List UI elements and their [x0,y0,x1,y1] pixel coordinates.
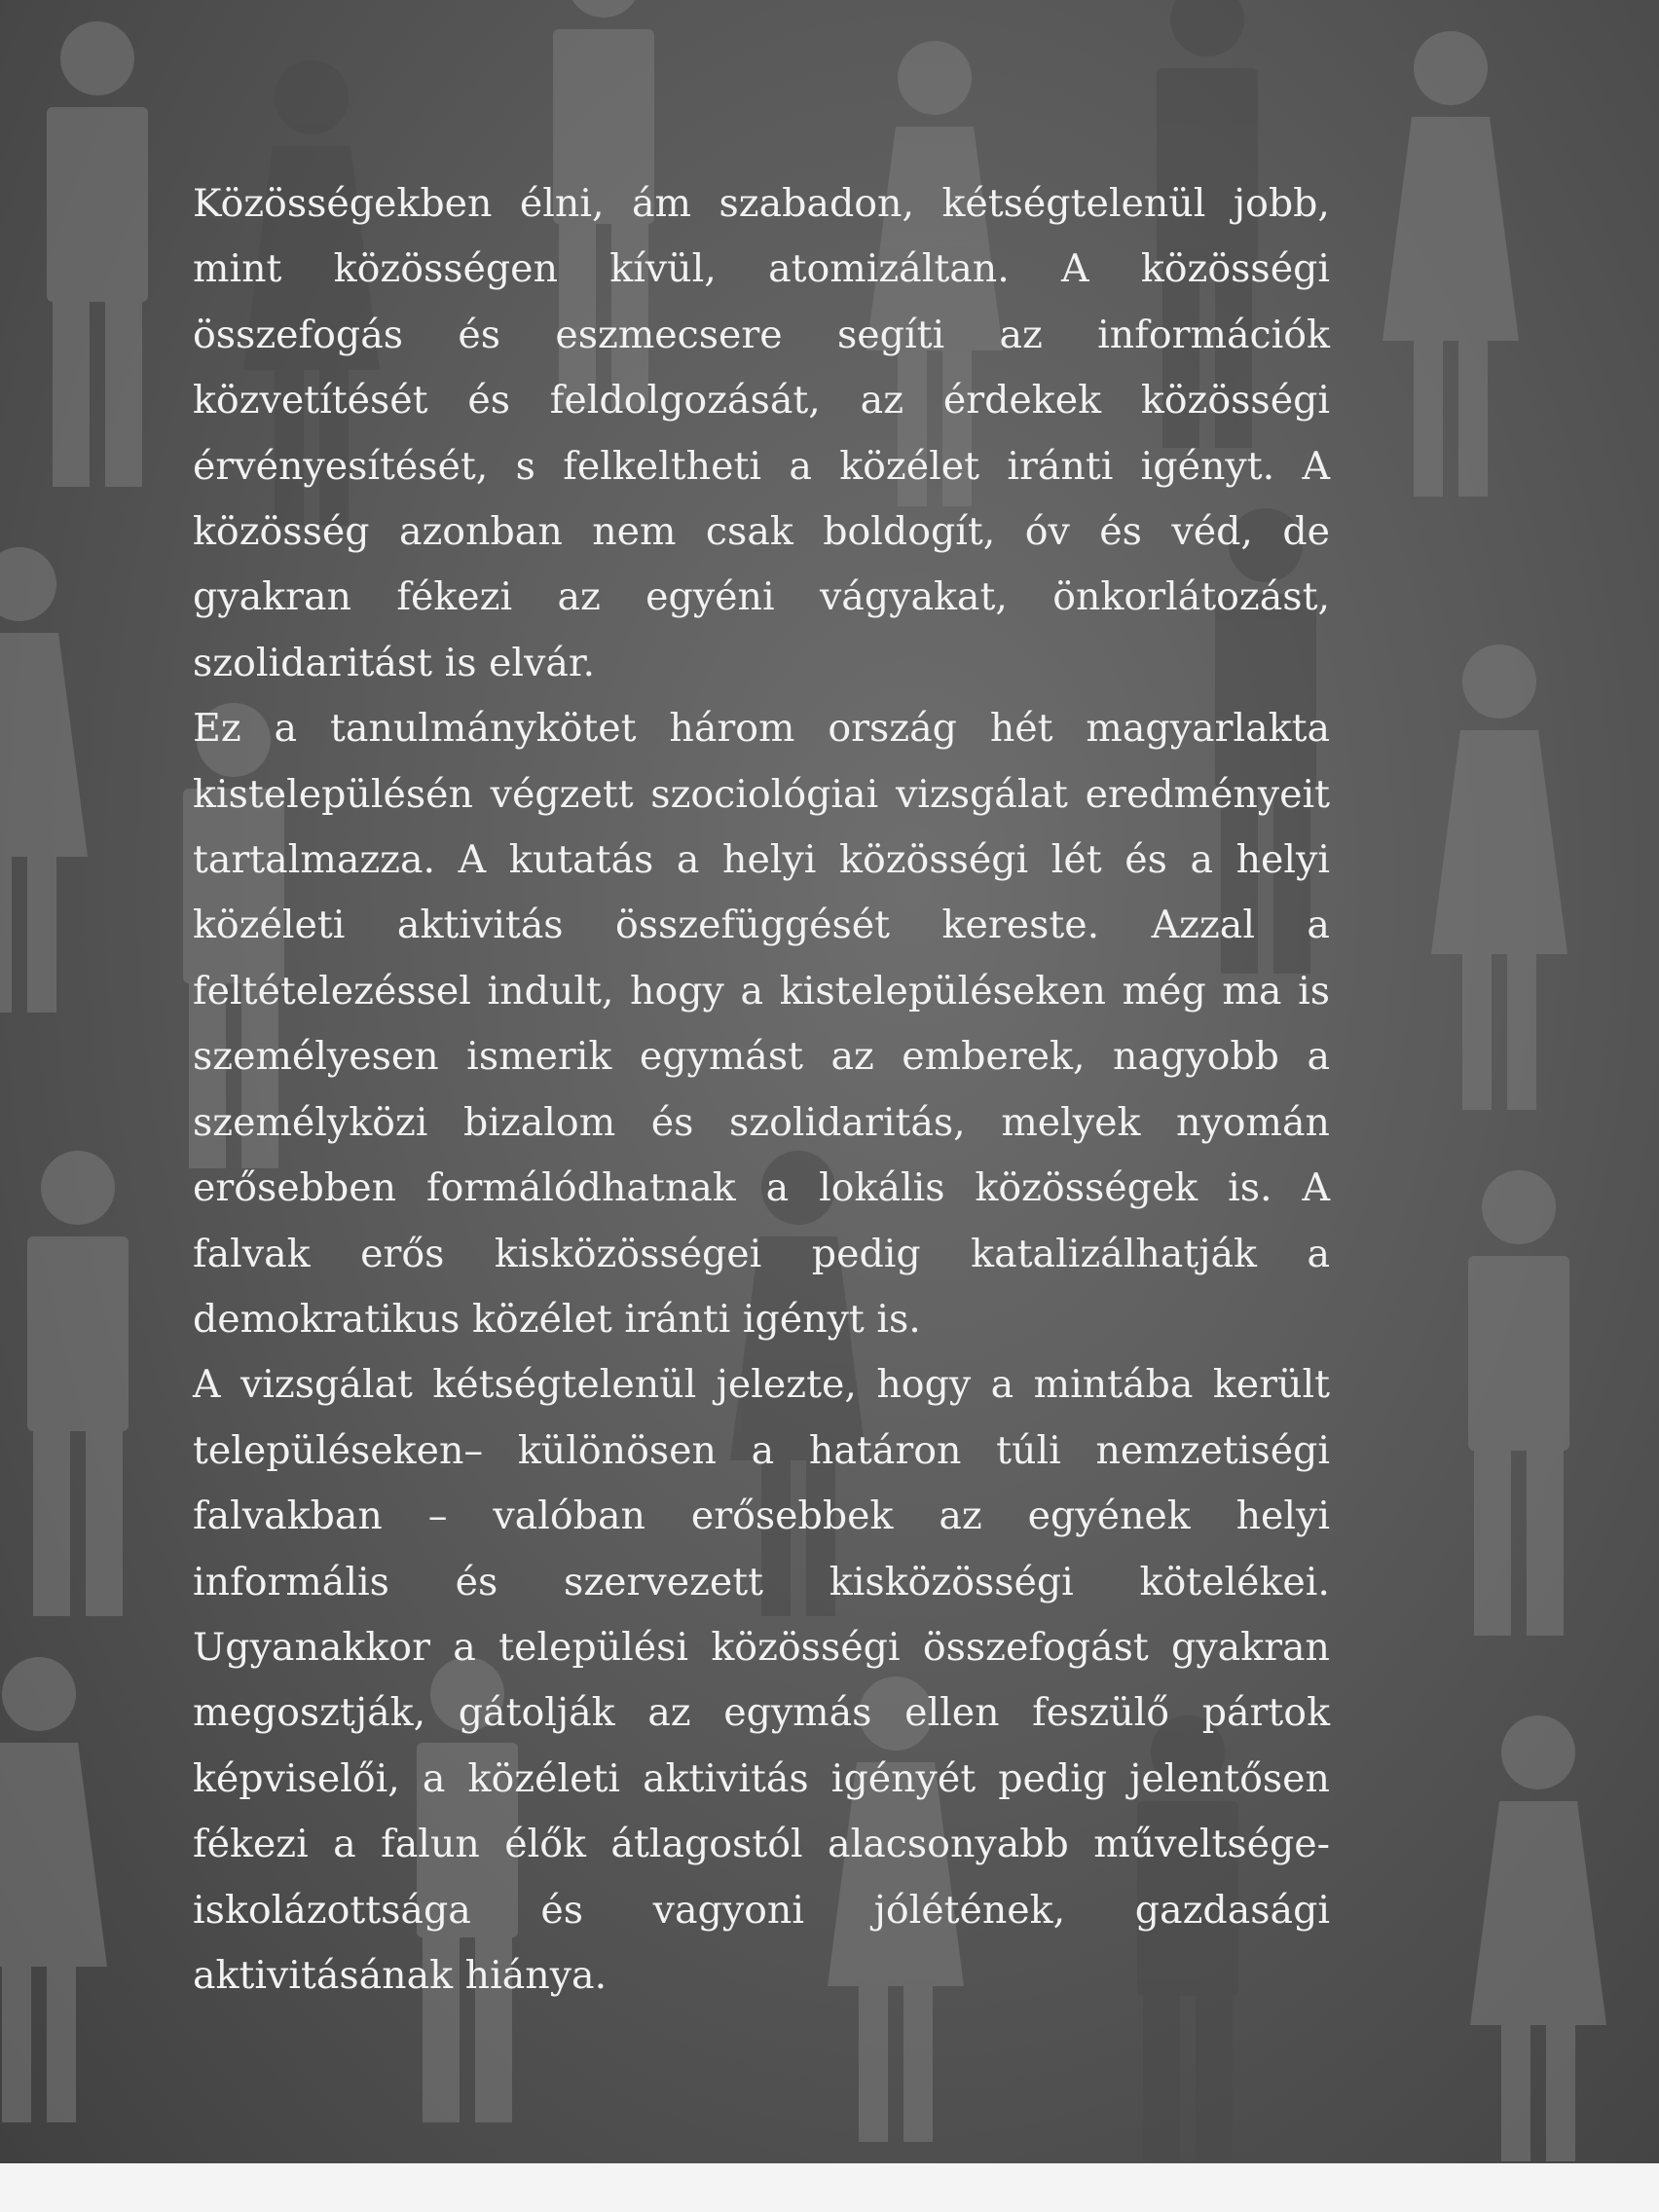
paragraph-3: A vizsgálat kétségtelenül jelezte, hogy a mintába került településeken– különösen a határon túli nemzetiségi falvakban – valóban erősebbek az egyének helyi informális és szervezett kisközösségi kötelékei. Ugyanakkor a települési közösségi összefogást gyakran megosztják, gátolják az egymás ellen feszülő pártok képviselői, a közéleti aktivitás igényét pedig jelentősen fékezi a falun élők átlagostól alacsonyabb műveltsége-iskolázottsága és vagyoni jólétének, gazdasági aktivitásának hiánya. [193,1362,1330,1998]
paragraph-1: Közösségekben élni, ám szabadon, kétségtelenül jobb, mint közösségen kívül, atomizáltan. A közösségi összefogás és eszmecsere segíti az információk közvetítését és feldolgozását, az érdekek közösségi érvényesítését, s felkeltheti a közélet iránti igényt. A közösség azonban nem csak boldogít, óv és véd, de gyakran fékezi az egyéni vágyakat, önkorlátozást, szolidaritást is elvár. [193,181,1330,685]
bottom-margin [0,2163,1659,2212]
paragraph-2: Ez a tanulmánykötet három ország hét magyarlakta kistelepülésén végzett szociológiai vizsgálat eredményeit tartalmazza. A kutatás a helyi közösségi lét és a helyi közéleti aktivitás összefüggését kereste. Azzal a feltételezéssel indult, hogy a kistelepüléseken még ma is személyesen ismerik egymást az emberek, nagyobb a személyközi bizalom és szolidaritás, melyek nyomán erősebben formálódhatnak a lokális közösségek is. A falvak erős kisközösségei pedig katalizálhatják a demokratikus közélet iránti igényt is. [193,706,1330,1342]
back-cover-text [193,171,1330,2009]
